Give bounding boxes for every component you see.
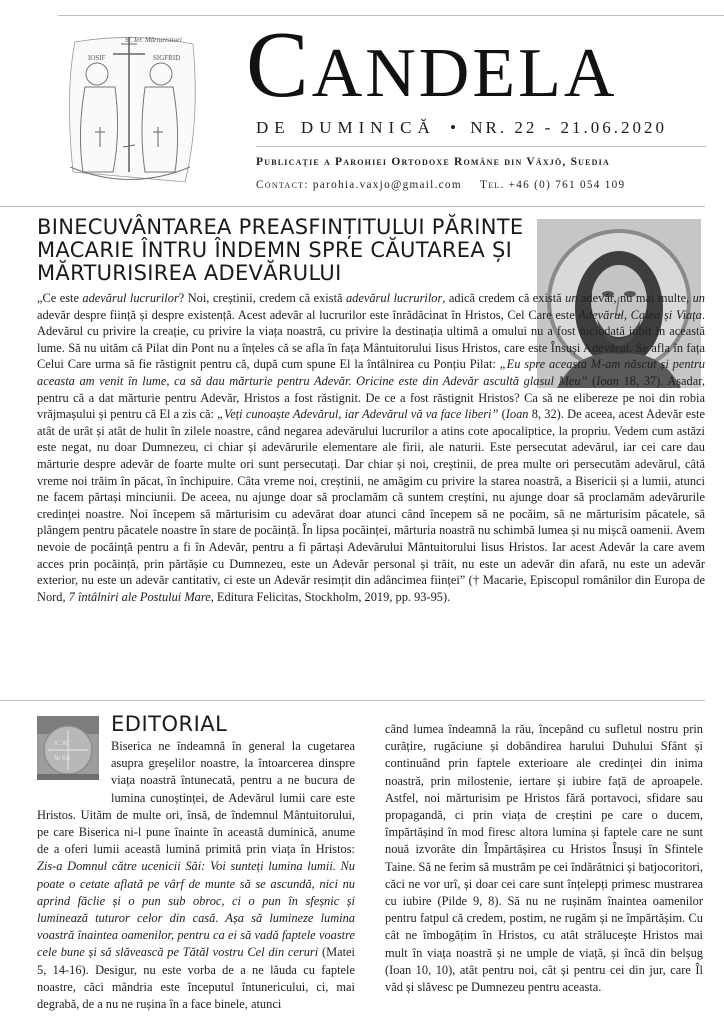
section-divider-2 [0, 700, 705, 701]
tel-label: Tel. [479, 179, 505, 191]
svg-text:IC XC: IC XC [54, 740, 70, 747]
top-rule [58, 15, 724, 16]
publication-line: Publicație a Parohiei Ortodoxe Române din Växjö, Suedia [256, 156, 610, 168]
article-body: „Ce este adevărul lucrurilor? Noi, creștinii, credem că există adevărul lucrurilor, adică credem că există un adevăr, nu mai multe, un adevăr despre ființă și despre existență. Acest adevăr al lucrurilor este înrădăcinat în Hristos, Cel Care este Adevărul, Calea și Viața. Adevărul cu privire la creație, cu privire la viața noastră, cu privire la destinația ultimă a omului nu a fost niciodată iubit în această lume. Să nu uităm că Pilat din Pont nu a înțeles că se afla în fața Mântuitorului Iisus Hristos, care este Însuși Adevărul. Se afla în fața Celui Care urma să fie răstignit pentru că, după cum spune El la întâlnirea cu Ponțiu Pilat: „Eu spre aceasta M-am născut și pentru aceasta am venit în lume, ca să dau mărturie pentru Adevăr. Oricine este din Adevăr ascultă glasul Meu” (Ioan 18, 37). Așadar, pentru că a dat mărturie pentru Adevăr, Hristos a fost răstignit. De ce a fost răstignit Hristos? Ca să ne elibereze pe noi din robia vrăjmașului și pentru că El a zis că: „Veți cunoaște Adevărul, iar Adevărul vă va face liberi” (Ioan 8, 32). De aceea, acest Adevăr este atât de urât și atât de hulit în zilele noastre, când negarea adevărului lucrurilor a atins cote apocaliptice, la propriu. Vedem cum astăzi este negat, nu doar Dumnezeu, ci chiar și adevărurile elementare ale firii, ale naturii. Este persecutat adevărul, iar cei care dau mărturie despre adevăr de foarte multe ori sunt persecutați. Dar chiar și noi, creștinii, de prea multe ori persecutăm adevărul, câtă vreme noi trăim în păcat, în închipuire. Câta vreme noi, creștinii, ne amăgim cu privire la starea noastră, a Bisericii și a lumii, atunci ne facem părtași minciunii. De aceea, nu ajunge doar să proclamăm că suntem creștini, nu ajunge doar să proclamăm adevărurile credinței noastre. Noi începem să mărturisim cu adevărat doar atunci când începem să ne pocăim, să ne mărturisim păcatele, să plângem pentru păcatele noastre în stare de pocăință. În lipsa pocăinței, mărturia noastră nu schimbă lumea și nu mișcă oamenii. Avem nevoie de pocăință pentru a fi în Adevăr, pentru a fi părtași Adevărului Mântuitorului Iisus Hristos. Iar acest Adevăr la care avem acces prin pocăință, prin părtășie cu Dumnezeu, este un Adevăr personal și trăit, nu este un adevăr din afară, nu este un adevăr exterior, nu este un adevăr cantitativ, ci este un Adevăr resimțit din adâncimea ființei” († Macarie, Episcopul românilor din Europa de Nord, 7 întâlniri ale Postului Mare, Editura Felicitas, Stockholm, 2019, pp. 93-95). [37, 291, 705, 604]
svg-text:IOSIF: IOSIF [88, 54, 106, 62]
section-divider-1 [0, 206, 705, 207]
subtitle-text: DE DUMINICĂ [256, 118, 436, 137]
svg-text:Sf. Ier. Mărturisitori: Sf. Ier. Mărturisitori [125, 36, 182, 44]
editorial-column-1: Biserica ne îndeamnă în general la cugetarea asupra greșelilor noastre, la întoarcerea dinspre viața noastră întunecată, pentru a ne bucura de lumina cunoștinței, de Adevărul lumii care este Hristos. Uităm de multe ori, însă, de îndemnul Mântuitorului, pe care Biserica ni-l pune înainte în această duminică, anume de a oferi lumii această lumină primită prin viața în Hristos: Zis-a Domnul către ucenicii Săi: Voi sunteți lumina lumii. Nu poate o cetate aflată pe vârf de munte să se ascundă, nici nu aprind făclie și o pun sub obroc, ci o pun în sfeșnic și luminează tuturor celor din casă. Așa să lumineze lumina voastră înaintea oamenilor, pentru ca ei să vadă faptele voastre cele bune și să slăvească pe Tătăl vostru Cel din ceruri (Matei 5, 14-16). Desigur, nu este vorba de a ne lăuda cu faptele noastre, căci mândria este începutul întunericului, ci, mai degrabă, de a nu ne rușina în a face binele, atunci [37, 739, 355, 1012]
subtitle-rule [256, 146, 706, 147]
contact-email[interactable]: parohia.vaxjo@gmail.com [312, 179, 462, 191]
title-initial: C [246, 13, 312, 117]
masthead-subtitle [256, 118, 667, 138]
editorial-column-2: când lumea îndeamnă la rău, începând cu sufletul nostru prin curățire, rugăciune și dobândirea harului Duhului Sfânt și continuând prin faptele exterioare ale credinței din inima noastră, prin milostenie, iertare și iubire față de aproapele. Astfel, noi mărturisim pe Hristos fără portavoci, sfidare sau propagandă, ci prin viața de creștini pe care o ducem, împărtășind în mod firesc altora lumina și faptele care ne sunt nouă izvorâte din Împărtășirea cu Hristos Însuși în Sfintele Taine. Să ne ferim să mustrăm pe cei îndărătnici și batjocoritori, căci ne vor urî, și doar cei care sunt înțelepți primesc mustrarea cu iubire (Pilde 9, 8). Să nu ne rușinăm înaintea oamenilor pentru fatpul că credem, postim, ne rugăm și ne împărtășim. Cu cât ne îmbogățim în Hristos, cu atât strălucește Hristos mai mult în viața noastră și ne umple de viață, și încă din belșug (Ioan 10, 10), atât pentru noi, cât și pentru cei din jur, care Îl văd și slăvesc pe Dumnezeu pentru aceasta. [385, 722, 703, 995]
title-rest: ANDELA [311, 35, 618, 112]
logo-saints-icon [55, 32, 205, 189]
contact-phone[interactable]: +46 (0) 761 054 109 [508, 179, 626, 191]
contact-label: Contact: [256, 179, 309, 191]
contact-line [256, 179, 625, 191]
article-title: BINECUVÂNTAREA PREASFINȚITULUI PĂRINTE MACARIE ÎNTRU ÎNDEMN SPRE CĂUTAREA ȘI MĂRTURISIREA ADEVĂRULUI [37, 215, 524, 285]
issue-number-date: NR. 22 - 21.06.2020 [470, 118, 668, 137]
bullet-separator: • [450, 118, 456, 137]
svg-text:SIGFRID: SIGFRID [153, 54, 181, 62]
svg-text:NI KA: NI KA [54, 755, 71, 762]
masthead-title [246, 13, 716, 117]
editorial-title: EDITORIAL [111, 712, 228, 736]
